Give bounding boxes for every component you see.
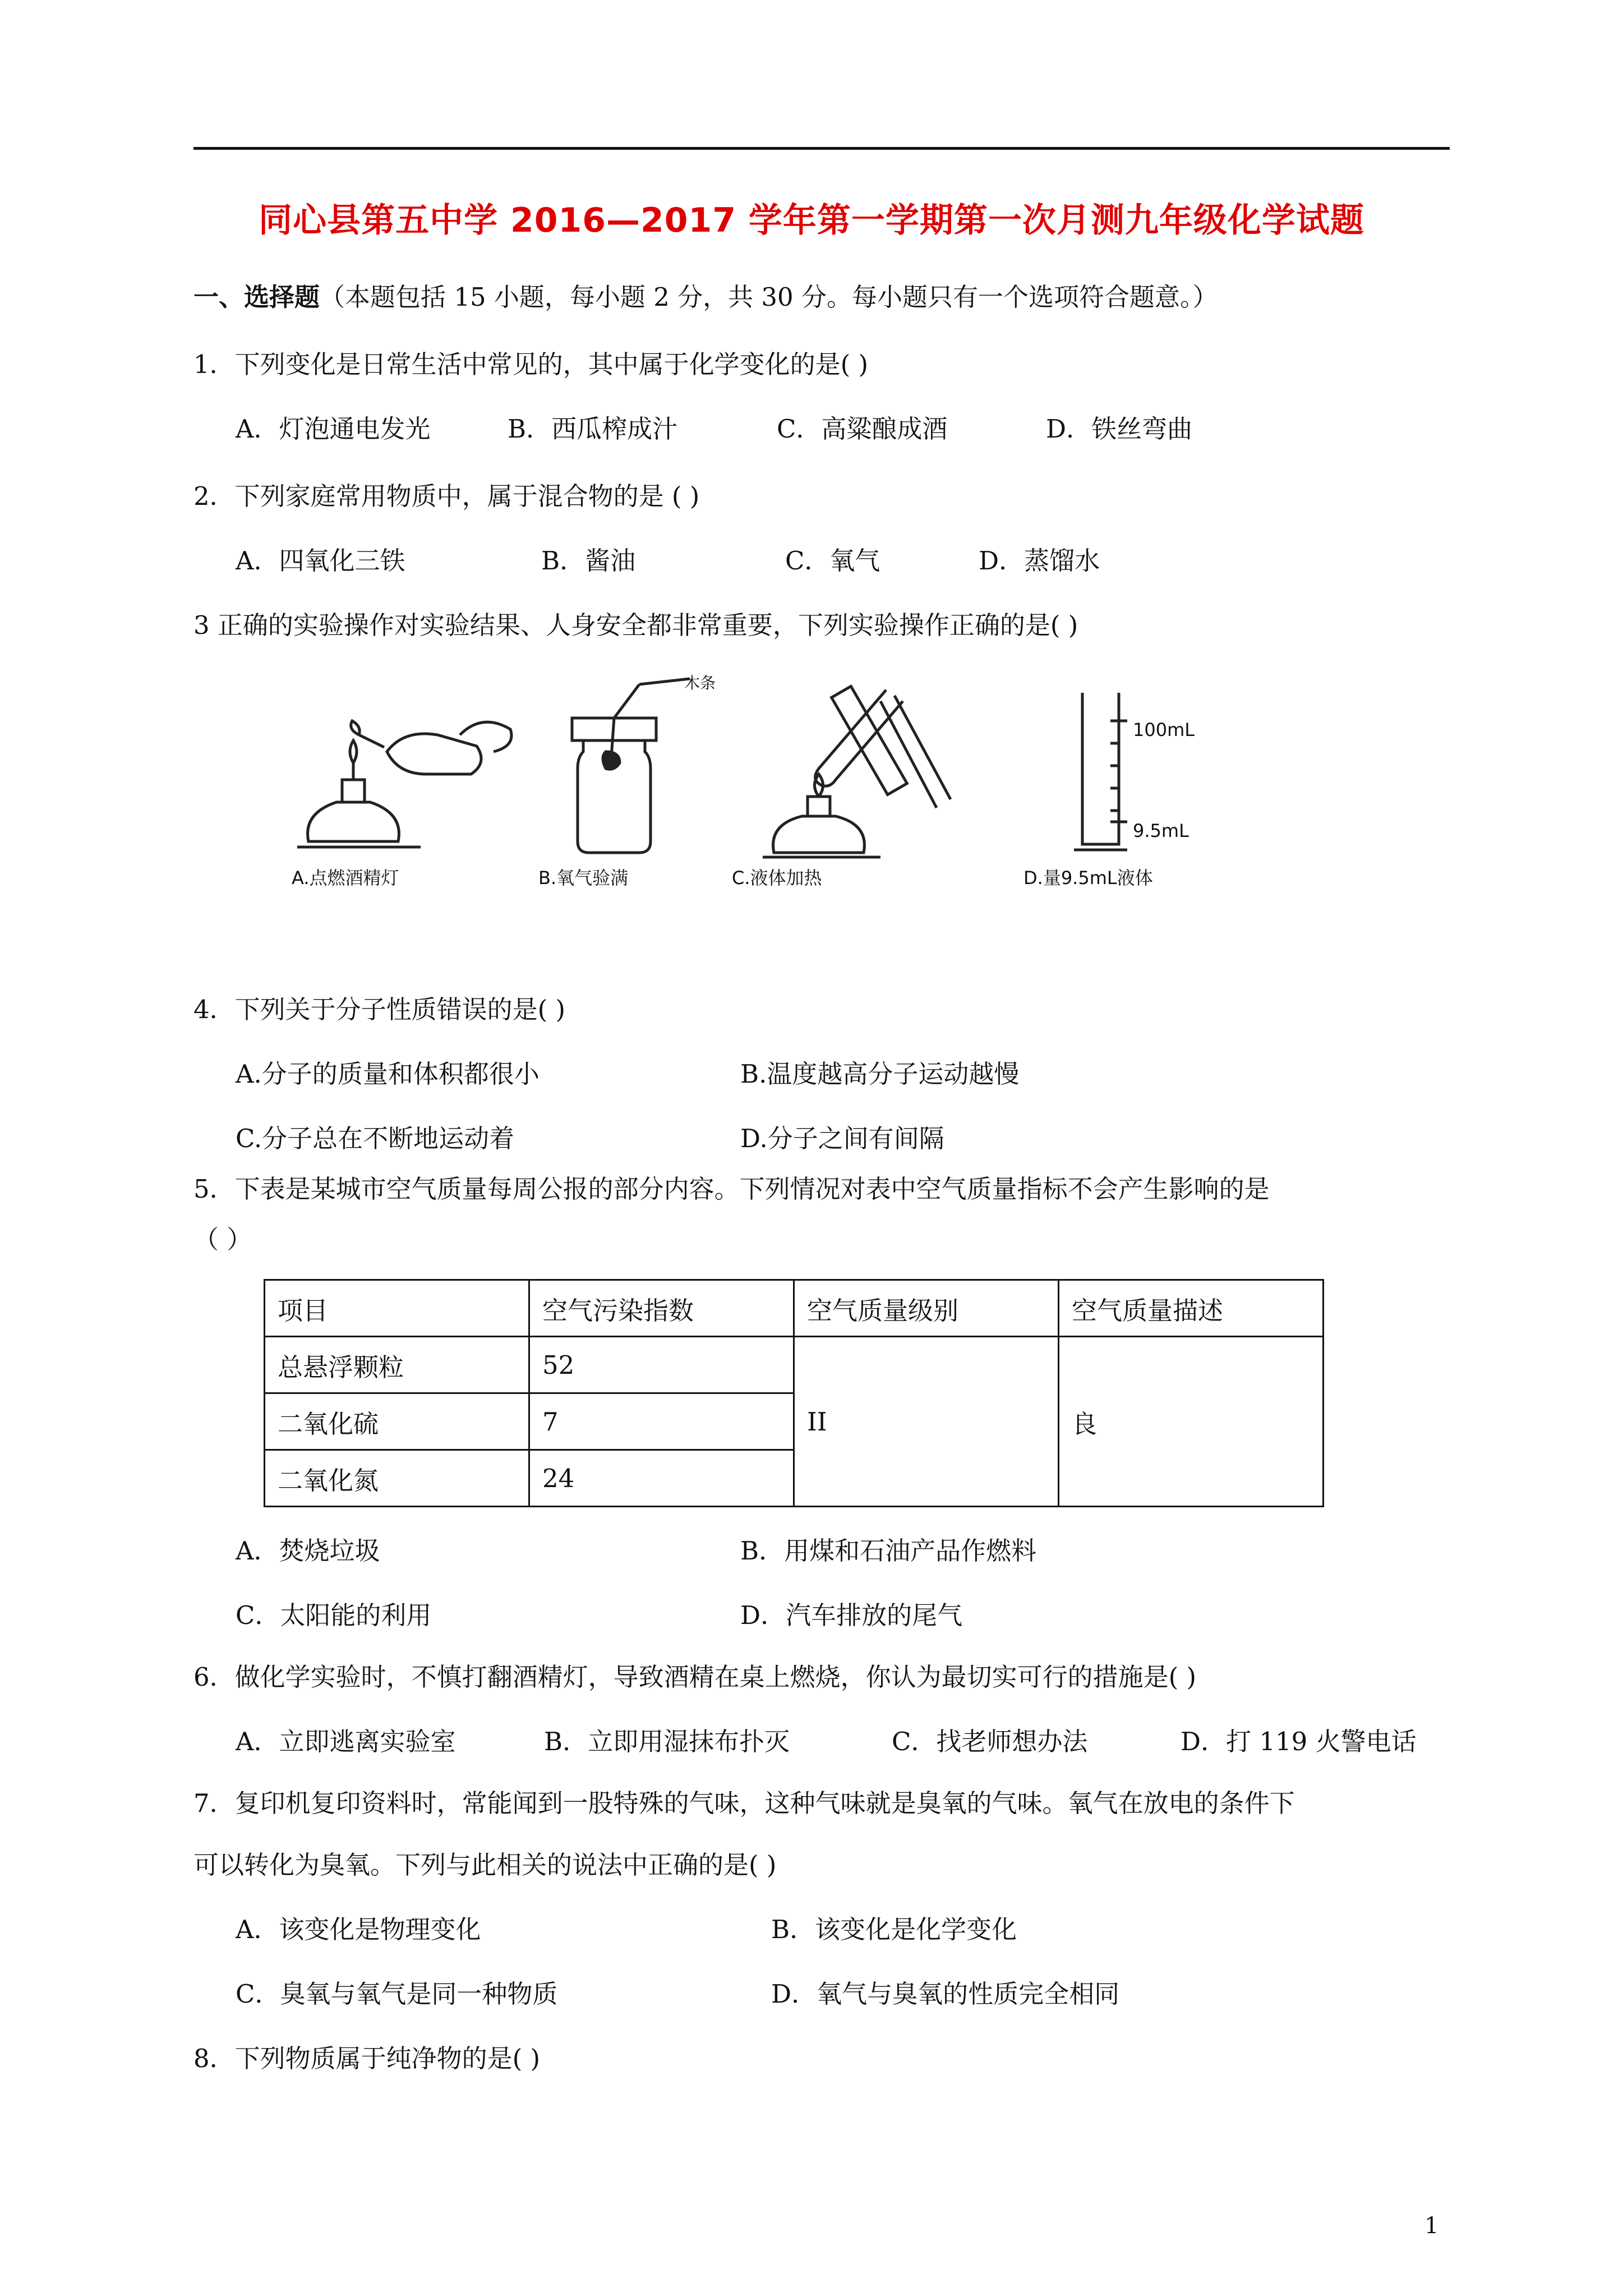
q5-stem-bracket: （ ） <box>193 1225 252 1254</box>
q1-stem: 1．下列变化是日常生活中常见的，其中属于化学变化的是( ) <box>193 349 869 379</box>
table-cell: 二氧化氮 <box>265 1450 529 1507</box>
q5-option-c: C．太阳能的利用 <box>236 1600 432 1630</box>
header-rule <box>193 147 1450 150</box>
q2-option-a: A．四氧化三铁 <box>236 546 405 576</box>
q2-option-b: B．酱油 <box>541 546 636 576</box>
quality-description-cell: 良 <box>1059 1337 1324 1507</box>
q1-option-c: C．高粱酿成酒 <box>777 414 948 444</box>
q7-stem: 7．复印机复印资料时，常能闻到一股特殊的气味，这种气味就是臭氧的气味。氧气在放电的条件下 <box>193 1788 1295 1818</box>
q2-option-c: C．氧气 <box>785 546 880 576</box>
table-header-row <box>265 1280 1324 1337</box>
q7-option-c: C．臭氧与氧气是同一种物质 <box>236 1979 558 2009</box>
table-header-cell: 空气质量级别 <box>794 1280 1059 1337</box>
q5-option-b: B．用煤和石油产品作燃料 <box>740 1536 1037 1566</box>
alcohol-lamp-lighting-illustration <box>292 712 527 858</box>
section-label: 一、选择题 <box>193 282 320 312</box>
q4-option-b: B.温度越高分子运动越慢 <box>740 1059 1020 1089</box>
q3-caption-d: D.量9.5mL液体 <box>1023 867 1153 889</box>
q1-option-a: A．灯泡通电发光 <box>236 414 431 444</box>
q7-option-d: D．氧气与臭氧的性质完全相同 <box>771 1979 1120 2009</box>
table-header-cell: 空气污染指数 <box>529 1280 794 1337</box>
q5-option-a: A．焚烧垃圾 <box>236 1536 380 1566</box>
q2-stem: 2．下列家庭常用物质中，属于混合物的是 ( ) <box>193 481 700 511</box>
q4-option-c: C.分子总在不断地运动着 <box>236 1124 515 1153</box>
q6-option-d: D．打 119 火警电话 <box>1181 1727 1417 1756</box>
stick-label: 木条 <box>684 674 716 692</box>
section-note: （本题包括 15 小题，每小题 2 分，共 30 分。每小题只有一个选项符合题意。） <box>320 282 1218 312</box>
q8-stem: 8．下列物质属于纯净物的是( ) <box>193 2044 541 2073</box>
q3-caption-b: B.氧气验满 <box>538 867 629 889</box>
table-row <box>265 1337 1324 1393</box>
cylinder-top-mark: 100mL <box>1133 719 1195 740</box>
q7-option-a: A．该变化是物理变化 <box>236 1915 481 1944</box>
q7-stem-continued: 可以转化为臭氧。下列与此相关的说法中正确的是( ) <box>193 1850 777 1880</box>
q5-stem: 5．下表是某城市空气质量每周公报的部分内容。下列情况对表中空气质量指标不会产生影响的是 <box>193 1174 1270 1204</box>
q4-stem: 4．下列关于分子性质错误的是( ) <box>193 995 566 1024</box>
q4-option-a: A.分子的质量和体积都很小 <box>236 1059 540 1089</box>
table-cell: 7 <box>529 1393 794 1450</box>
table-cell: 总悬浮颗粒 <box>265 1337 529 1393</box>
q1-option-b: B．西瓜榨成汁 <box>508 414 678 444</box>
q3-caption-c: C.液体加热 <box>732 867 822 889</box>
cylinder-low-mark: 9.5mL <box>1133 820 1189 841</box>
q7-option-b: B．该变化是化学变化 <box>771 1915 1017 1944</box>
air-quality-table <box>264 1279 1324 1507</box>
liquid-heating-illustration <box>751 679 987 864</box>
q3-caption-a: A.点燃酒精灯 <box>292 867 399 889</box>
table-header-cell: 项目 <box>265 1280 529 1337</box>
q6-option-a: A．立即逃离实验室 <box>236 1727 456 1756</box>
page-number: 1 <box>1424 2213 1439 2239</box>
quality-level-cell: II <box>794 1337 1059 1507</box>
q2-option-d: D．蒸馏水 <box>979 546 1100 576</box>
table-header-cell: 空气质量描述 <box>1059 1280 1324 1337</box>
q1-option-d: D．铁丝弯曲 <box>1046 414 1193 444</box>
q6-option-c: C．找老师想办法 <box>892 1727 1088 1756</box>
table-cell: 24 <box>529 1450 794 1507</box>
table-cell: 二氧化硫 <box>265 1393 529 1450</box>
q6-option-b: B．立即用湿抹布扑灭 <box>544 1727 790 1756</box>
table-cell: 52 <box>529 1337 794 1393</box>
q3-stem: 3 正确的实验操作对实验结果、人身安全都非常重要，下列实验操作正确的是( ) <box>193 610 1078 640</box>
oxygen-test-bottle-illustration <box>566 673 768 858</box>
q5-option-d: D．汽车排放的尾气 <box>740 1600 963 1630</box>
q4-option-d: D.分子之间有间隔 <box>740 1124 944 1153</box>
section-heading <box>193 280 1218 314</box>
exam-title: 同心县第五中学 2016—2017 学年第一学期第一次月测九年级化学试题 <box>259 201 1364 240</box>
q6-stem: 6．做化学实验时，不慎打翻酒精灯，导致酒精在桌上燃烧，你认为最切实可行的措施是( ) <box>193 1662 1197 1692</box>
graduated-cylinder-illustration <box>1066 687 1133 861</box>
